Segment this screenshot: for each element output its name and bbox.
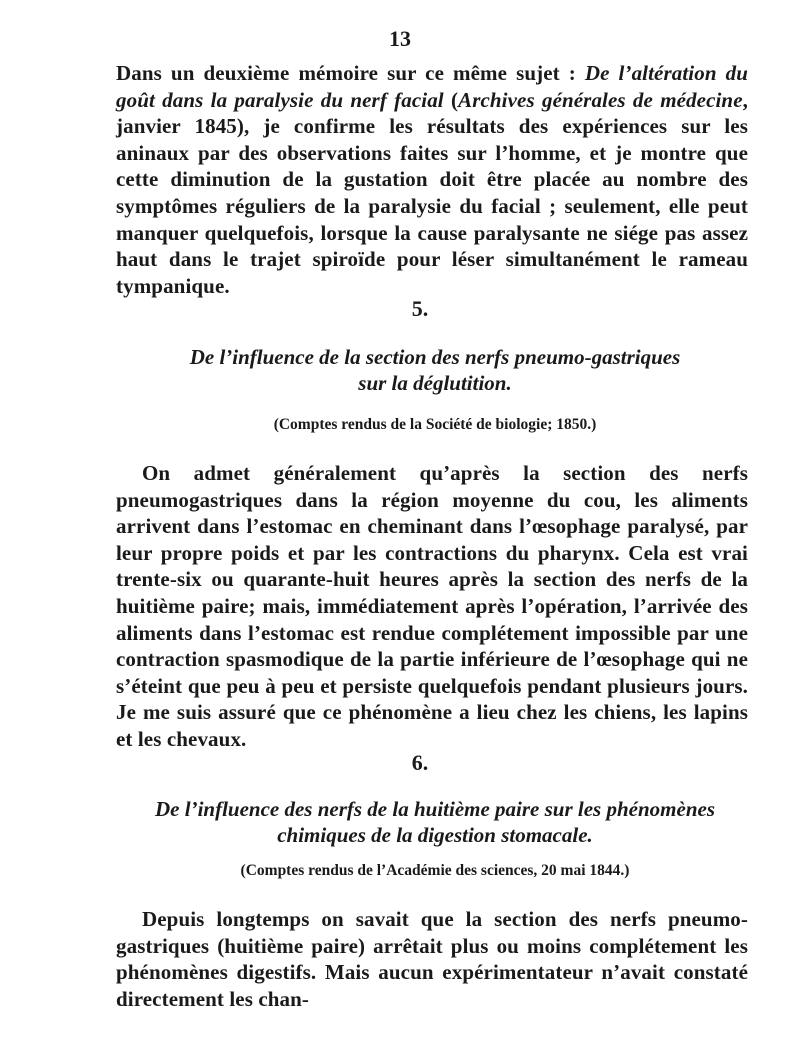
intro-paragraph xyxy=(116,60,748,299)
section-5-number: 5. xyxy=(411,296,429,321)
journal-title: Archives générales de médecine xyxy=(458,87,743,112)
section-6-title-line1: De l’influence des nerfs de la huitième paire sur les phénomènes xyxy=(155,797,715,821)
section-5-title-line1: De l’influence de la section des nerfs pneumo-gastriques xyxy=(189,345,681,369)
page-number: 13 xyxy=(389,26,411,51)
section-6-title-line2: chimiques de la digestion stomacale. xyxy=(277,823,593,847)
section-5-title-line2: sur la déglutition. xyxy=(358,371,512,395)
section-5-title xyxy=(110,344,760,396)
section-6-body: Depuis longtemps on savait que la section des nerfs pneumo-gastriques (huitième paire) arrêtait plus ou moins complétement les phénomènes digestifs. Mais aucun expérimentateur n’avait constaté directement les chan- xyxy=(116,907,748,1011)
section-5-body: On admet généralement qu’après la section des nerfs pneumogastriques dans la région moyenne du cou, les aliments arrivent dans l’estomac en cheminant dans l’œsophage paralysé, par leur propre poids et par les contractions du pharynx. Cela est vrai trente-six ou quarante-huit heures après la section des nerfs de la huitième paire; mais, immédiatement après l’opération, l’arrivée des aliments dans l’estomac est rendue complétement impossible par une contraction spasmodique de la partie inférieure de l’œsophage qui ne s’éteint que peu à peu et persiste quelquefois pendant plusieurs jours. Je me suis assuré que ce phénomène a lieu chez les chiens, les lapins et les chevaux. xyxy=(116,461,748,751)
section-5-source: (Comptes rendus de la Société de biologie; 1850.) xyxy=(273,416,597,433)
intro-text-rest: , janvier 1845), je confirme les résultats des expériences sur les aninaux par des observations faites sur l’homme, et je montre que cette diminution de la gustation doit être placée au nombre des symptômes réguliers de la paralysie du facial ; seulement, elle peut manquer quelquefois, lorsque la cause paralysante ne siége pas assez haut dans le trajet spiroïde pour léser simultanément le rameau tympanique. xyxy=(116,87,748,298)
section-6-source: (Comptes rendus de l’Académie des sciences, 20 mai 1844.) xyxy=(240,862,630,879)
intro-text-start: Dans un deuxième mémoire sur ce même sujet : xyxy=(116,61,585,85)
section-6-title xyxy=(110,796,760,848)
section-6-number: 6. xyxy=(411,750,429,775)
memoir-title: De l’altération du goût dans la paralysie du nerf facial xyxy=(116,61,748,112)
paren-open: ( xyxy=(443,87,459,112)
